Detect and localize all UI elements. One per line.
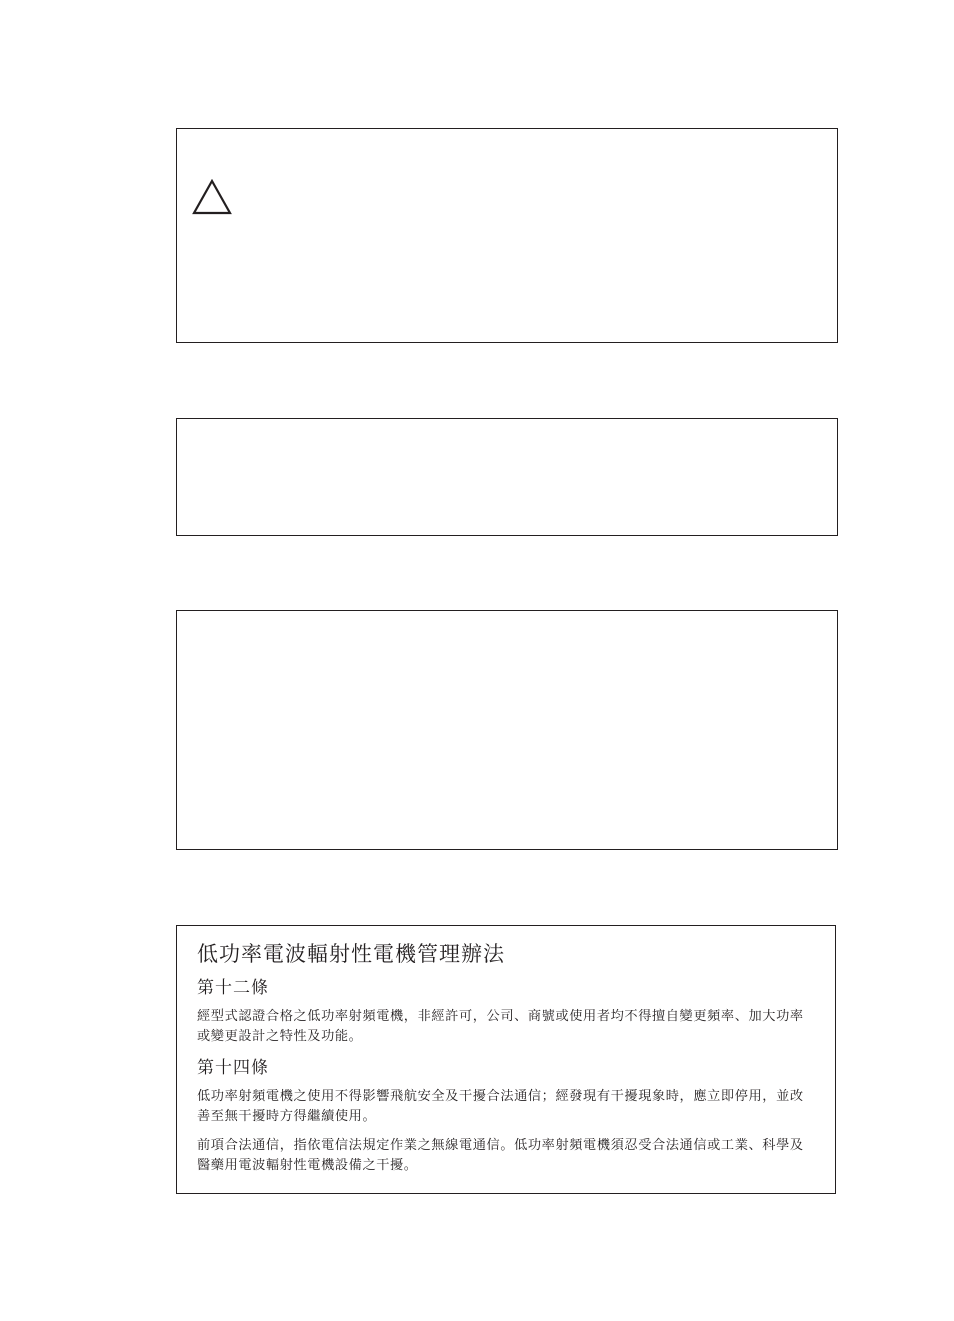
regulation-box xyxy=(176,925,836,1194)
article-14-paragraph-1: 低功率射頻電機之使用不得影響飛航安全及干擾合法通信；經發現有干擾現象時，應立即停用，並改善至無干擾時方得繼續使用。 xyxy=(197,1089,804,1124)
article-14-paragraph-2: 前項合法通信，指依電信法規定作業之無線電通信。低功率射頻電機須忍受合法通信或工業、科學及醫藥用電波輻射性電機設備之干擾。 xyxy=(197,1138,804,1173)
warning-box xyxy=(176,128,838,343)
empty-notice-box-large xyxy=(176,610,838,850)
article-14-heading: 第十四條 xyxy=(197,1058,269,1078)
empty-notice-box xyxy=(176,418,838,536)
article-12-text: 經型式認證合格之低功率射頻電機，非經許可，公司、商號或使用者均不得擅自變更頻率、加大功率或變更設計之特性及功能。 xyxy=(197,1009,804,1044)
regulation-title: 低功率電波輻射性電機管理辦法 xyxy=(197,942,505,966)
warning-triangle-icon xyxy=(192,179,232,215)
article-12-heading: 第十二條 xyxy=(197,978,269,998)
